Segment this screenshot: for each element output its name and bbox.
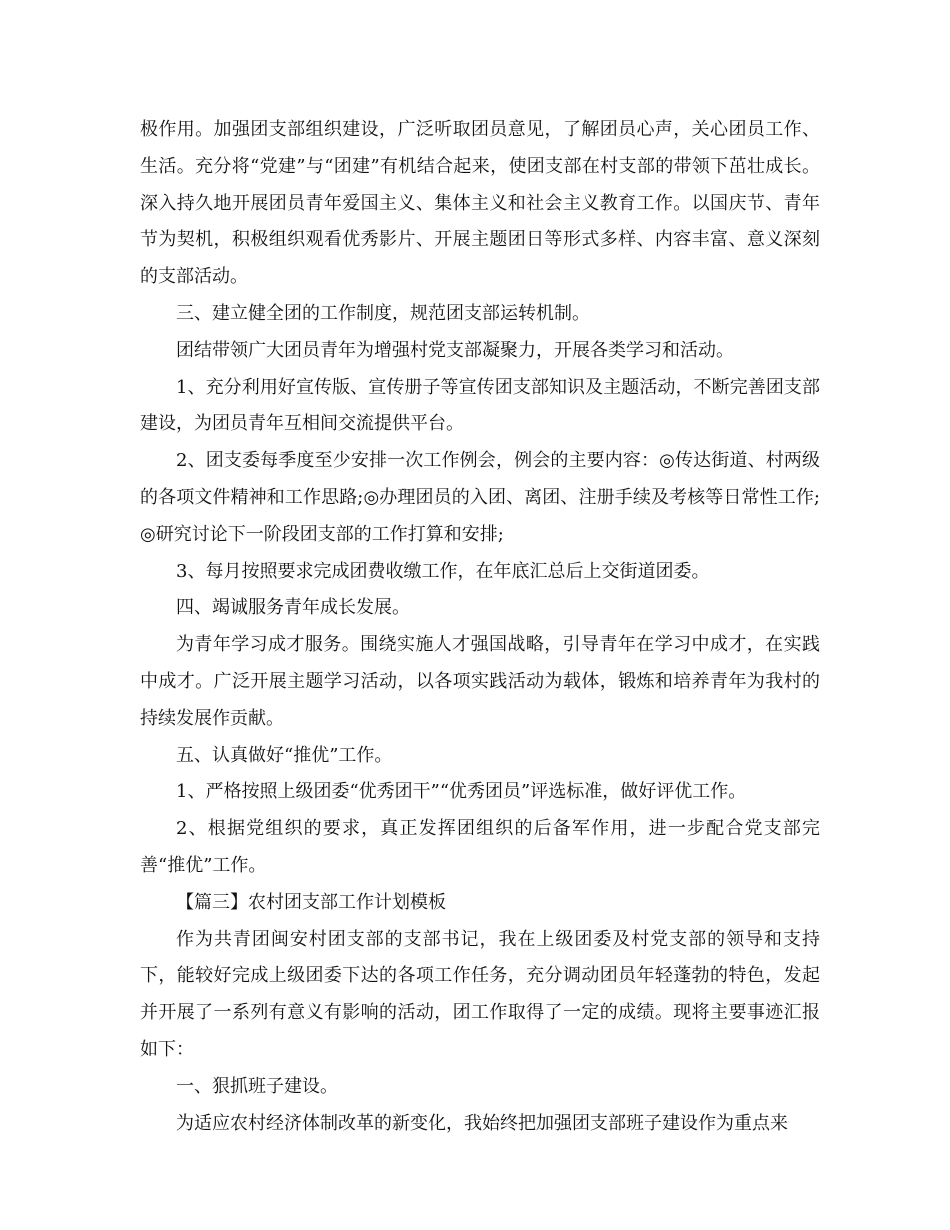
list-item: 1、充分利用好宣传版、宣传册子等宣传团支部知识及主题活动，不断完善团支部建设，为团员青年互相间交流提供平台。	[140, 376, 820, 435]
paragraph: 作为共青团闽安村团支部的支部书记，我在上级团委及村党支部的领导和支持下，能较好完成上级团委下达的各项工作任务，充分调动团员年轻蓬勃的特色，发起并开展了一系列有意义有影响的活动，团工作取得了一定的成绩。现将主要事迹汇报如下：	[140, 928, 820, 1060]
article-title: 【篇三】农村团支部工作计划模板	[176, 891, 446, 913]
section-heading: 一、狠抓班子建设。	[176, 1075, 338, 1097]
list-item: 2、团支委每季度至少安排一次工作例会，例会的主要内容：◎传达街道、村两级的各项文件精神和工作思路;◎办理团员的入团、离团、注册手续及考核等日常性工作;◎研究讨论下一阶段团支部的工作打算和安排;	[140, 450, 820, 545]
section-heading: 三、建立健全团的工作制度，规范团支部运转机制。	[176, 302, 590, 324]
paragraph: 为青年学习成才服务。围绕实施人才强国战略，引导青年在学习中成才，在实践中成才。广泛开展主题学习活动，以各项实践活动为载体，锻炼和培养青年为我村的持续发展作贡献。	[140, 634, 820, 729]
paragraph: 极作用。加强团支部组织建设，广泛听取团员意见，了解团员心声，关心团员工作、生活。充分将“党建”与“团建”有机结合起来，使团支部在村支部的带领下茁壮成长。深入持久地开展团员青年爱国主义、集体主义和社会主义教育工作。以国庆节、青年节为契机，积极组织观看优秀影片、开展主题团日等形式多样、内容丰富、意义深刻的支部活动。	[140, 119, 820, 288]
section-heading: 五、认真做好“推优”工作。	[176, 744, 393, 766]
list-item: 2、根据党组织的要求，真正发挥团组织的后备军作用，进一步配合党支部完善“推优”工作。	[140, 818, 820, 876]
paragraph: 团结带领广大团员青年为增强村党支部凝聚力，开展各类学习和活动。	[176, 339, 734, 361]
paragraph: 为适应农村经济体制改革的新变化，我始终把加强团支部班子建设作为重点来	[176, 1112, 788, 1134]
list-item: 3、每月按照要求完成团费收缴工作，在年底汇总后上交街道团委。	[176, 560, 710, 582]
list-item: 1、严格按照上级团委“优秀团干”“优秀团员”评选标准，做好评优工作。	[176, 781, 747, 803]
document-body	[140, 112, 820, 1142]
section-heading: 四、竭诚服务青年成长发展。	[176, 597, 410, 619]
